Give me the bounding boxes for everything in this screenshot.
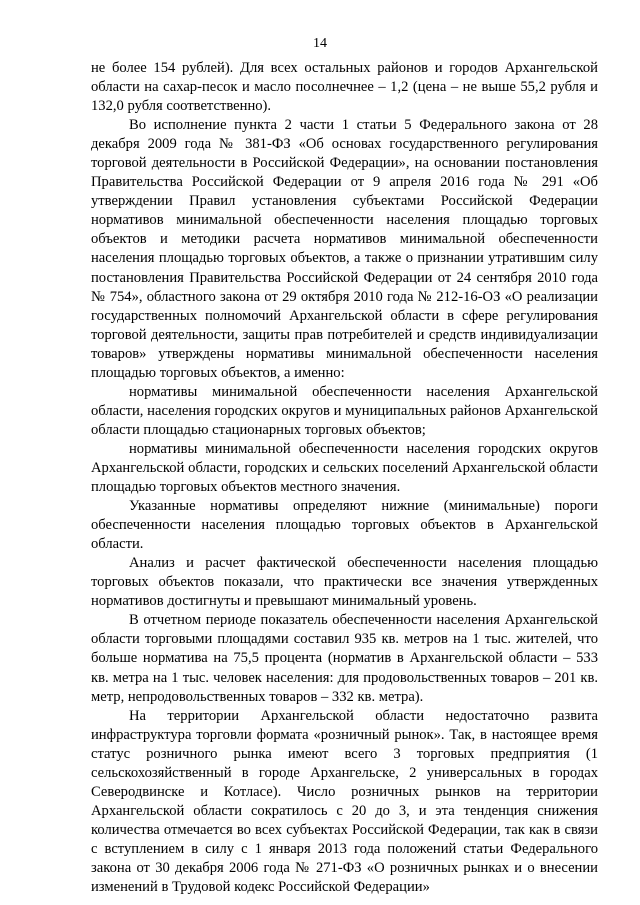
- paragraph-markets: На территории Архангельской области недостаточно развита инфраструктура торговли формата «розничный рынок». Так, в настоящее время статус розничного рынка имеют всего 3 торговых предприятия (1 сельскохозяйственный в городе Архангельске, 2 универсальных в городах Северодвинске и Котласе). Число розничных рынков на территории Архангельской области сократилось с 20 до 3, и эта тенденция снижения количества отмечается во всех субъектах Российской Федерации, так как в связи с вступлением в силу с 1 января 2013 года положений статьи Федерального закона от 30 декабря 2006 года № 271-ФЗ «О розничных рынках и о внесении изменений в Трудовой кодекс Российской Федерации»: [91, 707, 598, 896]
- paragraph-retail-area: В отчетном периоде показатель обеспеченности населения Архангельской области торговыми площадями составил 935 кв. метров на 1 тыс. жителей, что больше норматива на 75,5 процента (норматив в Архангельской области – 533 кв. метра на 1 тыс. человек населения: для продовольственных товаров – 201 кв. метр, непродовольственных товаров – 332 кв. метра).: [91, 612, 598, 705]
- paragraph-thresholds: Указанные нормативы определяют нижние (минимальные) пороги обеспеченности населения площадью торговых объектов в Архангельской области.: [91, 498, 598, 553]
- paragraph-analysis: Анализ и расчет фактической обеспеченности населения площадью торговых объектов показали, что практически все значения утвержденных нормативов достигнуты и превышают минимальный уровень.: [91, 555, 598, 610]
- paragraph-continuation: не более 154 рублей). Для всех остальных районов и городов Архангельской области на сахар-песок и масло посолнечнее – 1,2 (цена – не выше 55,2 рубля и 132,0 рубля соответственно).: [91, 60, 598, 115]
- body-text: [91, 59, 598, 897]
- paragraph-legal-basis: Во исполнение пункта 2 части 1 статьи 5 Федерального закона от 28 декабря 2009 года № 381-ФЗ «Об основах государственного регулирования торговой деятельности в Российской Федерации», на основании постановления Правительства Российской Федерации от 9 апреля 2016 года № 291 «Об утверждении Правил установления субъектами Российской Федерации нормативов минимальной обеспеченности населения площадью торговых объектов и методики расчета нормативов минимальной обеспеченности населения площадью торговых объектов, а также о признании утратившим силу постановления Правительства Российской Федерации от 24 сентября 2010 года № 754», областного закона от 29 октября 2010 года № 212-16-ОЗ «О реализации государственных полномочий Архангельской области в сфере регулирования торговой деятельности, защиты прав потребителей и средств индивидуализации товаров» утверждены нормативы минимальной обеспеченности населения площадью торговых объектов, а именно:: [91, 117, 598, 381]
- page-number: 14: [313, 36, 327, 51]
- paragraph-list-item-1: нормативы минимальной обеспеченности населения Архангельской области, населения городских округов и муниципальных районов Архангельской области площадью стационарных торговых объектов;: [91, 383, 598, 438]
- paragraph-list-item-2: нормативы минимальной обеспеченности населения городских округов Архангельской области, городских и сельских поселений Архангельской области площадью торговых объектов местного значения.: [91, 440, 598, 496]
